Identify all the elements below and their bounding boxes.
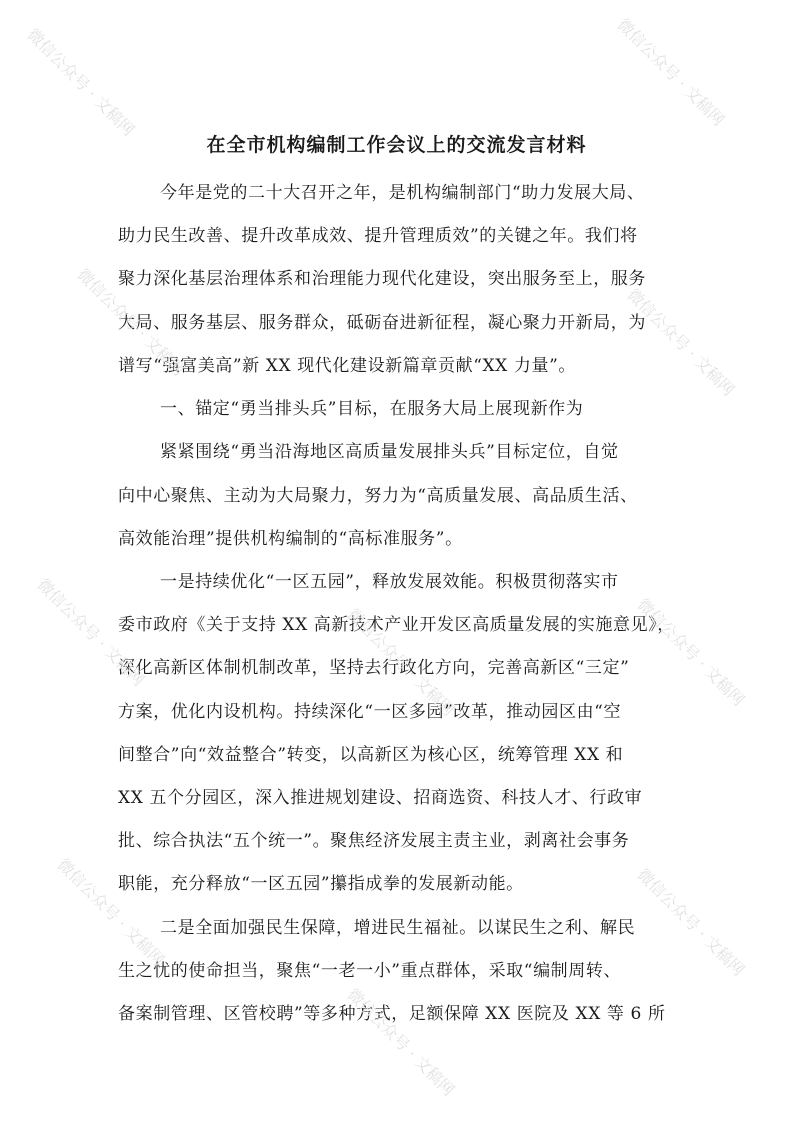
- paragraph-line: 谱写“强富美高”新 XX 现代化建设新篇章贡献“XX 力量”。: [118, 356, 576, 376]
- paragraph-line: 间整合”向“效益整合”转变，以高新区为核心区，统筹管理 XX 和: [118, 745, 624, 765]
- paragraph-line: 向中心聚焦、主动为大局聚力，努力为“高质量发展、高品质生活、: [118, 486, 638, 506]
- watermark: 微信公众号 · 文稿网: [23, 24, 139, 140]
- document-title: 在全市机构编制工作会议上的交流发言材料: [206, 134, 587, 156]
- paragraph-line: 大局、服务基层、服务群众，砥砺奋进新征程，凝心聚力开新局，为: [118, 313, 646, 333]
- paragraph-line: 助力民生改善、提升改革成效、提升管理质效”的关键之年。我们将: [118, 226, 638, 246]
- paragraph-line: 深化高新区体制机制改革，坚持去行政化方向，完善高新区“三定”: [118, 658, 630, 678]
- paragraph-line: 聚力深化基层治理体系和治理能力现代化建设，突出服务至上，服务: [118, 269, 646, 289]
- section-heading: 一、锚定“勇当排头兵”目标，在服务大局上展现新作为: [160, 399, 584, 419]
- watermark: 微信公众号 · 文稿网: [623, 284, 739, 400]
- paragraph-line: 二是全面加强民生保障，增进民生福祉。以谋民生之利、解民: [160, 918, 636, 938]
- watermark: 微信公众号 · 文稿网: [633, 864, 749, 980]
- watermark: 微信公众号 · 文稿网: [343, 984, 459, 1100]
- paragraph-line: 职能，充分释放“一区五园”攥指成拳的发展新动能。: [118, 874, 524, 894]
- paragraph-line: 批、综合执法“五个统一”。聚焦经济发展主责主业，剥离社会事务: [118, 831, 630, 851]
- watermark: 微信公众号 · 文稿网: [73, 264, 189, 380]
- paragraph-line: 高效能治理”提供机构编制的“高标准服务”。: [118, 529, 463, 549]
- paragraph-line: 生之忧的使命担当，聚焦“一老一小”重点群体，采取“编制周转、: [118, 961, 622, 981]
- watermark: 微信公众号 · 文稿网: [33, 574, 149, 690]
- paragraph-line: 委市政府《关于支持 XX 高新技术产业开发区高质量发展的实施意见》，: [118, 615, 675, 635]
- paragraph-line: 备案制管理、区管校聘”等多种方式，足额保障 XX 医院及 XX 等 6 所: [118, 1004, 666, 1024]
- paragraph-line: 紧紧围绕“勇当沿海地区高质量发展排头兵”目标定位，自觉: [160, 442, 619, 462]
- watermark: 微信公众号 · 文稿网: [613, 14, 729, 130]
- paragraph-line: 今年是党的二十大召开之年，是机构编制部门“助力发展大局、: [160, 183, 645, 203]
- watermark: 微信公众号 · 文稿网: [633, 594, 749, 710]
- paragraph-line: XX 五个分园区，深入推进规划建设、招商选资、科技人才、行政审: [118, 788, 643, 808]
- watermark: 微信公众号 · 文稿网: [53, 854, 169, 970]
- watermark: 微信公众号 · 文稿网: [343, 604, 459, 720]
- paragraph-line: 一是持续优化“一区五园”，释放发展效能。积极贯彻落实市: [160, 572, 619, 592]
- paragraph-line: 方案，优化内设机构。持续深化“一区多园”改革，推动园区由“空: [118, 702, 622, 722]
